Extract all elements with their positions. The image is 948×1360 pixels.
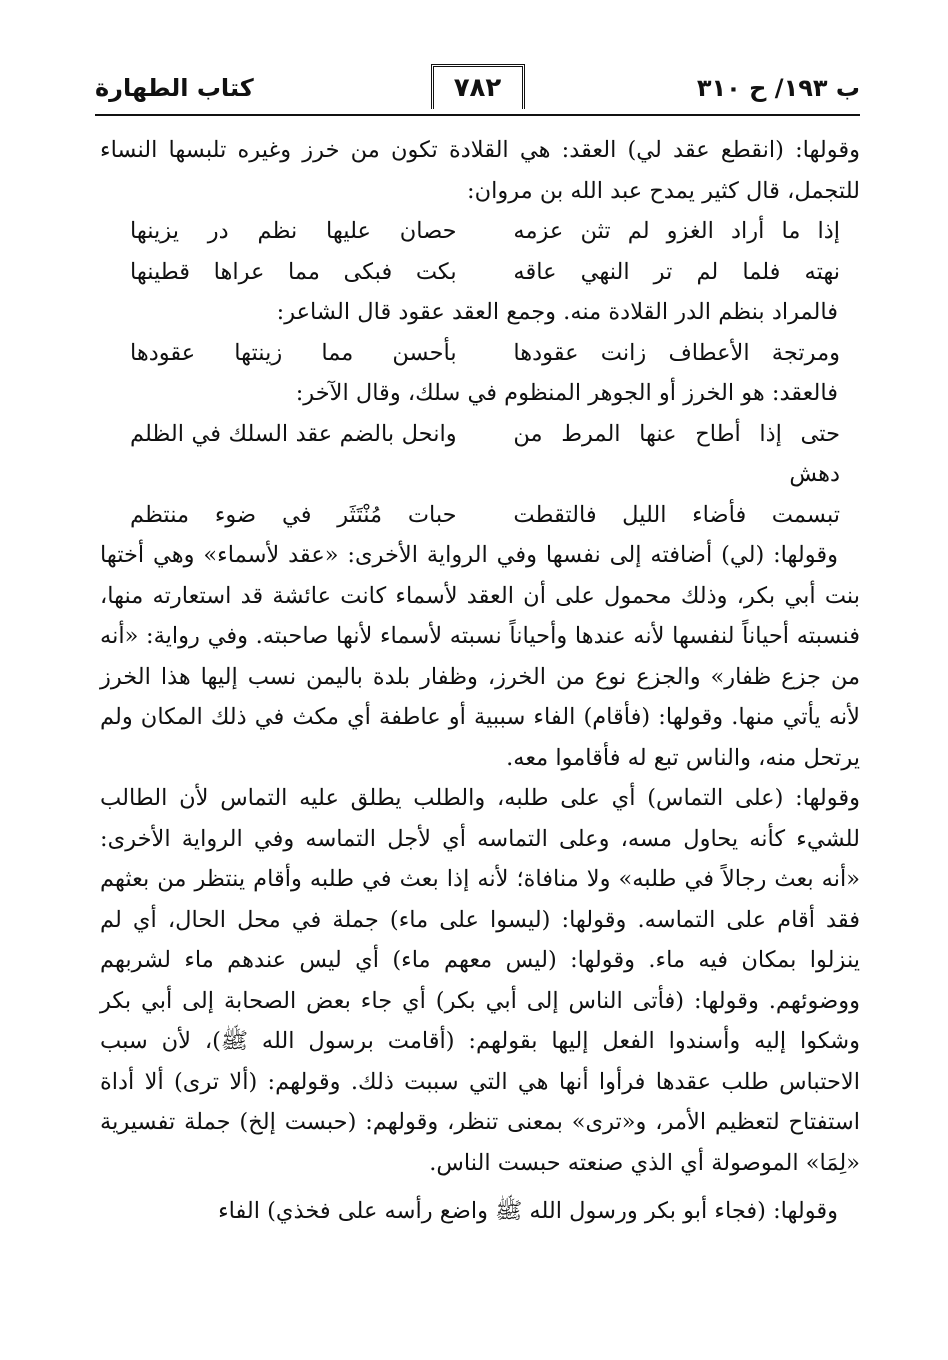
verse-line [100, 414, 860, 495]
page-header [95, 70, 860, 116]
paragraph-6: وقولها: (فجاء أبو بكر ورسول الله ﷺ واضع رأسه على فخذي) الفاء [218, 1198, 838, 1224]
page-number: ٧٨٢ [431, 64, 525, 109]
book-title: كتاب الطهارة [95, 74, 254, 102]
verse-first-hemistich: إذا ما أراد الغزو لم تثن عزمه [513, 218, 840, 244]
paragraph-5: وقولها: (على التماس) أي على طلبه، والطلب يطلق عليه التماس لأن الطالب للشيء كأنه يحاول مسه، وعلى التماسه أي لأجل التماسه وفي الرواية الأخرى: «أنه بعث رجالاً في طلبه» ولا منافاة؛ لأنه إذا بعث في طلبه وأقام ينتظر من بعثهم فقد أقام على التماسه. وقولها: (ليسوا على ماء) جملة في محل الحال، أي لم ينزلوا بمكان فيه ماء. وقولها: (ليس معهم ماء) أي ليس عندهم ماء لشربهم ووضوئهم. وقولها: (فأتى الناس إلى أبي بكر) أي جاء بعض الصحابة إلى أبي بكر وشكوا إليه وأسندوا الفعل إليها بقولهم: (أقامت برسول الله ﷺ)، لأن سبب الاحتباس طلب عقدها فرأوا أنها هي التي سببت ذلك. وقولهم: (ألا ترى) ألا أداة استفتاح لتعظيم الأمر، و«ترى» بمعنى تنظر، وقولهم: (حبست إلخ) جملة تفسيرية «لِمَا» الموصولة أي الذي صنعته حبست الناس. [100, 785, 860, 1176]
verse-first-hemistich: تبسمت فأضاء الليل فالتقطت [513, 501, 840, 528]
paragraph-2: فالمراد بنظم الدر القلادة منه. وجمع العقد عقود قال الشاعر: [276, 299, 838, 325]
verse-second-hemistich: بأحسن مما زينتها عقودها [130, 339, 457, 366]
verse-second-hemistich: حبات مُنْتَثَر في ضوء منتظم [130, 501, 457, 528]
hadith-reference: ب ١٩٣/ ح ٣١٠ [696, 74, 860, 102]
verse-first-hemistich: نهته فلما لم تر النهي عاقه [513, 258, 840, 285]
page-body [100, 130, 860, 1232]
verse-second-hemistich: بكت فبكى مما عراها قطينها [130, 258, 457, 285]
verse-first-hemistich: حتى إذا أطاح عنها المرط من دهش [513, 420, 840, 487]
verse-second-hemistich: وانحل بالضم عقد السلك في الظلم [130, 420, 457, 447]
verse-line [100, 211, 860, 252]
paragraph-4: وقولها: (لي) أضافته إلى نفسها وفي الرواية الأخرى: «عقد لأسماء» وهي أختها بنت أبي بكر، وذلك محمول على أن العقد لأسماء كانت عائشة قد استعارته منها، فنسبته أحياناً لنفسها لأنه عندها وأحياناً نسبته لأسماء لأنها صاحبته. وفي رواية: «أنه من جزع ظفار» والجزع نوع من الخرز، وظفار بلدة باليمن نسب إليها هذا الخرز لأنه يأتي منها. وقولها: (فأقام) الفاء سببية أو عاطفة أي مكث في ذلك المكان ولم يرتحل منه، والناس تبع له فأقاموا معه. [100, 542, 860, 771]
verse-line [100, 333, 860, 374]
verse-first-hemistich: ومرتجة الأعطاف زانت عقودها [513, 339, 840, 366]
verse-line [100, 252, 860, 293]
verse-second-hemistich: حصان عليها نظم در يزينها [130, 218, 457, 244]
verse-line [100, 495, 860, 536]
paragraph-3: فالعقد: هو الخرز أو الجوهر المنظوم في سلك، وقال الآخر: [295, 380, 838, 406]
paragraph-1: وقولها: (انقطع عقد لي) العقد: هي القلادة تكون من خرز وغيره تلبسها النساء للتجمل، قال كثير يمدح عبد الله بن مروان: [100, 137, 860, 204]
